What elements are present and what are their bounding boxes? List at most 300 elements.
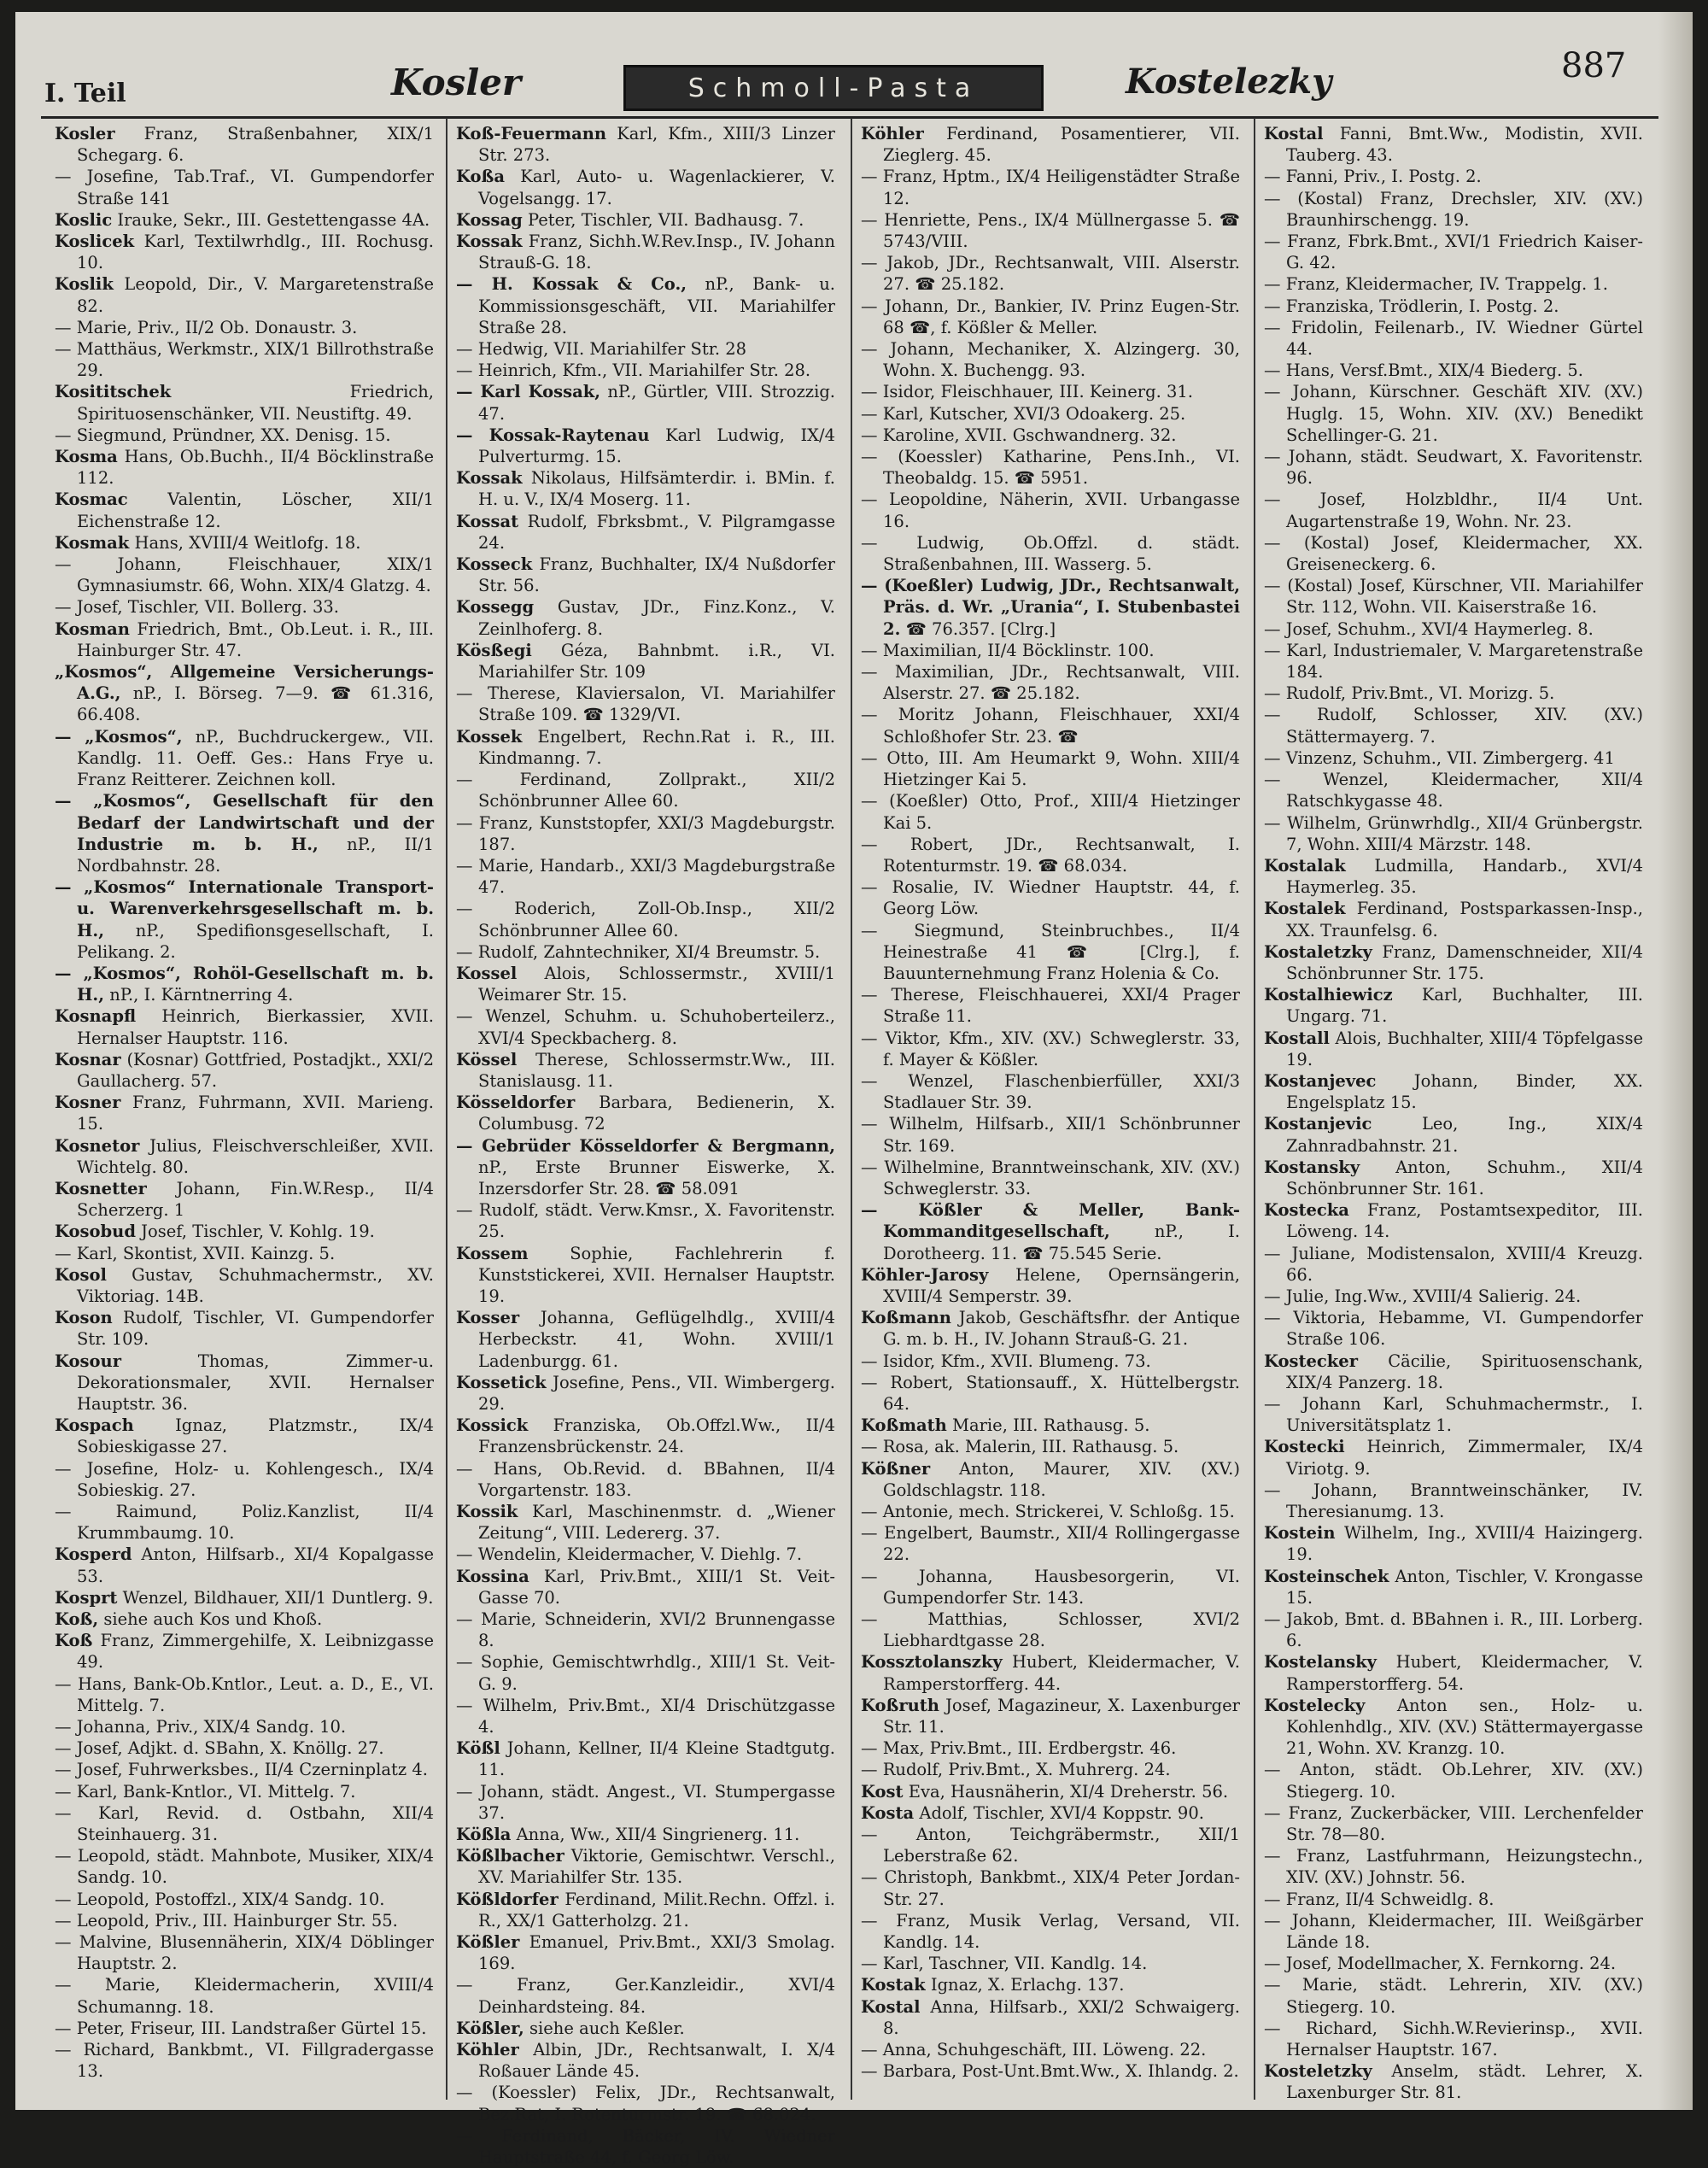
- directory-entry: [456, 1501, 835, 1544]
- entry-details: Franziska, Ob.Offzl.Ww., II/4 Franzensbrückenstr. 24.: [478, 1415, 835, 1457]
- entry-details: Johann, Fin.W.Resp., II/4 Scherzerg. 1: [77, 1178, 434, 1221]
- entry-details: Hans, XVIII/4 Weitlofg. 18.: [134, 532, 361, 553]
- directory-entry: [861, 403, 1240, 425]
- directory-entry: [861, 1264, 1240, 1307]
- entry-name: Kostal: [861, 1996, 921, 2017]
- entry-name: Kössel: [456, 1049, 518, 1069]
- directory-entry: [456, 231, 835, 273]
- entry-details: — Anna, Schuhgeschäft, III. Löweng. 22.: [861, 2040, 1207, 2060]
- entry-details: — Johann, Kleidermacher, III. Weißgärber Lände 18.: [1264, 1910, 1643, 1953]
- entry-details: — Juliane, Modistensalon, XVIII/4 Kreuzg. 66.: [1264, 1243, 1643, 1285]
- entry-details: — Wilhelm, Grünwrhdlg., XII/4 Grünbergstr. 7, Wohn. XIII/4 Märzstr. 148.: [1264, 812, 1643, 854]
- directory-entry: [861, 1781, 1240, 1802]
- directory-entry: [456, 898, 835, 940]
- directory-entry: [456, 1135, 835, 1200]
- entry-details: — Siegmund, Steinbruchbes., II/4 Heinestraße 41 ☎ [Clrg.], f. Bauunternehmung Franz Holenia & Co.: [861, 920, 1240, 983]
- entry-name: Koßruth: [861, 1695, 939, 1715]
- directory-entry: [55, 425, 434, 446]
- entry-details: Gustav, JDr., Finz.Konz., V. Zeinlhoferg. 8.: [478, 597, 835, 639]
- entry-details: — Roderich, Zoll-Ob.Insp., XII/2 Schönbrunner Allee 60.: [456, 899, 835, 940]
- directory-entry: [861, 1824, 1240, 1866]
- entry-name: Kosta: [861, 1802, 915, 1823]
- entry-details: nP., I. Kärntnerring 4.: [109, 985, 294, 1005]
- entry-name: Koß,: [55, 1609, 99, 1630]
- directory-entry: [55, 963, 434, 1005]
- entry-name: Kostanjevic: [1264, 1114, 1372, 1134]
- directory-entry: [1264, 1566, 1643, 1608]
- entry-details: — Julie, Ing.Ww., XVIII/4 Salierig. 24.: [1264, 1286, 1582, 1306]
- entry-details: — Leopoldine, Näherin, XVII. Urbangasse 16.: [861, 489, 1240, 531]
- entry-details: nP., Buchdruckergew., VII. Kandlg. 11. Oeff. Ges.: Hans Frye u. Franz Reitterer. Zeichnen koll.: [77, 726, 434, 790]
- entry-name: — (Koeßler) Ludwig, JDr., Rechtsanwalt, Präs. d. Wr. „Urania“, I. Stubenbastei 2.: [861, 576, 1240, 639]
- directory-entry: [55, 1049, 434, 1092]
- page-header: [15, 12, 1693, 106]
- directory-entry: [55, 1351, 434, 1415]
- directory-entry: [55, 338, 434, 381]
- entry-name: Kößler: [456, 1932, 520, 1953]
- directory-entry: [1264, 1028, 1643, 1070]
- entry-details: — Josefine, Tab.Traf., VI. Gumpendorfer Straße 141: [55, 167, 434, 208]
- entry-details: — Marie, Priv., II/2 Ob. Donaustr. 3.: [55, 317, 358, 337]
- directory-entry: [55, 1737, 434, 1759]
- directory-entry: [1264, 2018, 1643, 2060]
- directory-entry: [456, 1824, 835, 1845]
- entry-details: Karl, Buchhalter, III. Ungarg. 71.: [1286, 985, 1643, 1027]
- entry-name: Kospach: [55, 1415, 134, 1436]
- entry-details: — Karl, Taschner, VII. Kandlg. 14.: [861, 1954, 1148, 1974]
- directory-entry: [55, 1458, 434, 1501]
- entry-name: Koson: [55, 1308, 113, 1328]
- entry-details: — (Kostal) Josef, Kleidermacher, XX. Greiseneckerg. 6.: [1264, 532, 1643, 575]
- directory-entry: [861, 1566, 1240, 1608]
- entry-name: Kossina: [456, 1566, 529, 1586]
- directory-entry: [861, 1028, 1240, 1070]
- entry-name: Kostaletzky: [1264, 941, 1372, 962]
- entry-name: Kostak: [861, 1975, 926, 1995]
- entry-name: Kossem: [456, 1243, 529, 1263]
- directory-entry: [55, 876, 434, 963]
- directory-entry: [55, 726, 434, 791]
- entry-details: — Karoline, XVII. Gschwandnerg. 32.: [861, 425, 1177, 445]
- entry-name: Kostein: [1264, 1523, 1336, 1544]
- directory-entry: [55, 2018, 434, 2039]
- directory-entry: [861, 1996, 1240, 2039]
- entry-details: — Rosalie, IV. Wiedner Hauptstr. 44, f. Georg Löw.: [861, 877, 1240, 919]
- entry-name: Kossztolanszky: [861, 1652, 1003, 1673]
- directory-entry: [1264, 1286, 1643, 1307]
- entry-name: Kößler,: [456, 2018, 524, 2038]
- entry-details: — Rudolf, Priv.Bmt., VI. Morizg. 5.: [1264, 683, 1555, 704]
- entry-details: — Isidor, Kfm., XVII. Blumeng. 73.: [861, 1351, 1151, 1371]
- directory-entry: [456, 511, 835, 554]
- entry-details: Karl, Priv.Bmt., XIII/1 St. Veit-Gasse 70.: [478, 1566, 835, 1608]
- directory-entry: [861, 575, 1240, 640]
- entry-name: Kostalhiewicz: [1264, 985, 1393, 1005]
- directory-entry: [55, 166, 434, 208]
- entry-details: Ignaz, Platzmstr., IX/4 Sobieskigasse 27.: [77, 1415, 435, 1457]
- directory-entry: [861, 123, 1240, 166]
- directory-entry: [55, 596, 434, 618]
- directory-entry: [456, 1974, 835, 2017]
- directory-entry: [456, 338, 835, 360]
- entry-details: Franz, Postamtsexpeditor, III. Löweng. 14.: [1286, 1200, 1643, 1242]
- entry-name: Kosner: [55, 1093, 121, 1113]
- entry-details: Franz, Sichh.W.Rev.Insp., IV. Johann Strauß-G. 18.: [478, 231, 835, 273]
- entry-details: — Maximilian, JDr., Rechtsanwalt, VIII. Alserstr. 27. ☎ 25.182.: [861, 662, 1240, 704]
- entry-name: Kostelecky: [1264, 1695, 1366, 1715]
- entry-details: Therese, Schlossermstr.Ww., III. Stanislausg. 11.: [478, 1049, 836, 1091]
- entry-name: Kosnar: [55, 1049, 121, 1069]
- directory-entry: [861, 704, 1240, 747]
- entry-name: Kostal: [1264, 124, 1324, 144]
- entry-details: — Johanna, Priv., XIX/4 Sandg. 10.: [55, 1717, 347, 1737]
- page-edge-shadow: [1658, 12, 1693, 2110]
- entry-name: Kößla: [456, 1825, 512, 1845]
- directory-entry: [1264, 317, 1643, 360]
- entry-name: Kosler: [55, 124, 115, 144]
- entry-details: Marie, III. Rathausg. 5.: [952, 1415, 1150, 1436]
- entry-details: Peter, Tischler, VII. Badhausg. 7.: [527, 209, 804, 230]
- entry-name: Kosser: [456, 1308, 520, 1328]
- directory-entry: [861, 984, 1240, 1027]
- entry-details: — Franz, Fbrk.Bmt., XVI/1 Friedrich Kaiser-G. 42.: [1264, 231, 1643, 273]
- entry-details: Karl, Auto- u. Wagenlackierer, V. Vogelsangg. 17.: [478, 167, 835, 208]
- directory-entry: [1264, 618, 1643, 640]
- directory-entry: [861, 1113, 1240, 1156]
- entry-details: Hans, Ob.Buchh., II/4 Böcklinstraße 112.: [77, 447, 434, 489]
- entry-details: Hubert, Kleidermacher, V. Ramperstorfferg. 44.: [883, 1652, 1241, 1694]
- directory-entry: [1264, 1307, 1643, 1350]
- entry-details: Leopold, Dir., V. Margaretenstraße 82.: [77, 274, 434, 316]
- entry-details: Helene, Opernsängerin, XVIII/4 Semperstr. 39.: [883, 1264, 1240, 1306]
- directory-entry: [1264, 812, 1643, 855]
- directory-entry: [55, 1931, 434, 1974]
- entry-details: — Johann, Dr., Bankier, IV. Prinz Eugen-Str. 68 ☎, f. Kößler & Meller.: [861, 296, 1240, 337]
- entry-details: — Josef, Modellmacher, X. Fernkorng. 24.: [1264, 1954, 1617, 1974]
- entry-name: Kossick: [456, 1415, 529, 1436]
- directory-entry: [456, 683, 835, 725]
- directory-entry: [1264, 769, 1643, 812]
- directory-entry: [861, 532, 1240, 575]
- entry-details: — Franz, Musik Verlag, Versand, VII. Kandlg. 14.: [861, 1910, 1240, 1953]
- directory-entry: [861, 1458, 1240, 1501]
- entry-details: — Raimund, Poliz.Kanzlist, II/4 Krummbaumg. 10.: [55, 1502, 434, 1544]
- entry-details: — Wilhelmine, Branntweinschank, XIV. (XV.) Schweglerstr. 33.: [861, 1157, 1240, 1198]
- entry-details: nP., Spedifionsgesellschaft, I. Pelikang. 2.: [77, 920, 434, 962]
- directory-entry: [861, 1501, 1240, 1522]
- entry-name: Koslicek: [55, 231, 135, 252]
- entry-details: ☎ 76.357. [Clrg.]: [905, 618, 1056, 639]
- entry-details: — Moritz Johann, Fleischhauer, XXI/4 Schloßhofer Str. 23. ☎: [861, 705, 1240, 747]
- directory-entry: [55, 273, 434, 316]
- entry-name: Kößldorfer: [456, 1889, 559, 1909]
- column-divider: [851, 118, 852, 2100]
- header-rule: [41, 116, 1658, 119]
- entry-details: — Malvine, Blusennäherin, XIX/4 Döblinger Hauptstr. 2.: [55, 1932, 434, 1974]
- directory-entry: [1264, 231, 1643, 273]
- entry-details: — Karl, Kutscher, XVI/3 Odoakerg. 25.: [861, 403, 1186, 424]
- entry-details: — Rudolf, städt. Verw.Kmsr., X. Favoritenstr. 25.: [456, 1200, 835, 1242]
- entry-name: Köhler: [861, 124, 924, 144]
- directory-entry: [456, 1458, 835, 1501]
- entry-details: — Josefine, Holz- u. Kohlengesch., IX/4 Sobieskig. 27.: [55, 1458, 434, 1500]
- entry-details: — Otto, III. Am Heumarkt 9, Wohn. XIII/4 Hietzinger Kai 5.: [861, 747, 1240, 790]
- directory-entry: [456, 1889, 835, 1931]
- entry-name: Kößner: [861, 1458, 931, 1479]
- directory-entry: [1264, 446, 1643, 489]
- column-4: [1264, 123, 1644, 2103]
- entry-details: Franz, Damenschneider, XII/4 Schönbrunner Str. 175.: [1286, 941, 1643, 983]
- entry-name: Kosour: [55, 1351, 121, 1371]
- entry-details: — Karl, Skontist, XVII. Kainzg. 5.: [55, 1243, 336, 1263]
- entry-details: Anselm, städt. Lehrer, X. Laxenburger Str. 81.: [1286, 2061, 1643, 2103]
- entry-details: Ferdinand, Postsparkassen-Insp., XX. Traunfelsg. 6.: [1286, 899, 1643, 940]
- directory-entry: [456, 123, 835, 166]
- directory-entry: [1264, 1651, 1643, 1694]
- advertisement-banner: Schmoll-Pasta: [623, 65, 1044, 111]
- entry-details: — Fanni, Priv., I. Postg. 2.: [1264, 167, 1482, 187]
- directory-entry: [1264, 1157, 1643, 1199]
- directory-entry: [456, 1092, 835, 1134]
- entry-details: — Hedwig, VII. Mariahilfer Str. 28: [456, 339, 747, 360]
- entry-details: — Leopold, städt. Mahnbote, Musiker, XIX/4 Sandg. 10.: [55, 1846, 434, 1888]
- entry-details: Hubert, Kleidermacher, V. Ramperstorfferg. 54.: [1286, 1652, 1643, 1694]
- entry-details: — Viktoria, Hebamme, VI. Gumpendorfer Straße 106.: [1264, 1308, 1643, 1350]
- directory-entry: [456, 1737, 835, 1780]
- directory-entry: [55, 1544, 434, 1586]
- directory-entry: [1264, 1953, 1643, 1974]
- entry-details: — Wenzel, Kleidermacher, XII/4 Ratschkygasse 48.: [1264, 770, 1643, 812]
- part-label: I. Teil: [44, 79, 126, 108]
- entry-details: — Therese, Klaviersalon, VI. Mariahilfer Straße 109. ☎ 1329/VI.: [456, 683, 835, 725]
- directory-entry: [1264, 1393, 1643, 1436]
- directory-entry: [55, 1974, 434, 2017]
- entry-name: — H. Kossak & Co.,: [456, 274, 687, 295]
- entry-details: Franz, Buchhalter, IX/4 Nußdorfer Str. 56.: [478, 554, 836, 596]
- directory-entry: [55, 1092, 434, 1134]
- directory-entry: [55, 1910, 434, 1931]
- entry-details: Friedrich, Bmt., Ob.Leut. i. R., III. Hainburger Str. 47.: [77, 618, 435, 660]
- entry-details: Josef, Tischler, V. Kohlg. 19.: [141, 1222, 375, 1242]
- entry-details: — Johann, städt. Seudwart, X. Favoritenstr. 96.: [1264, 447, 1643, 489]
- entry-name: — „Kosmos“, Gesellschaft für den Bedarf der Landwirtschaft und der Industrie m. b. H.,: [55, 791, 434, 854]
- directory-entry: [456, 941, 835, 963]
- directory-entry: [456, 855, 835, 898]
- entry-name: Kösseldorfer: [456, 1093, 576, 1113]
- entry-details: — Franz, Ger.Kanzleidir., XVI/4 Deinhardsteing. 84.: [456, 1975, 835, 2017]
- entry-name: — Gebrüder Kösseldorfer & Bergmann,: [456, 1135, 835, 1156]
- entry-details: — Siegmund, Pründner, XX. Denisg. 15.: [55, 425, 391, 445]
- entry-details: — Karl, Industriemaler, V. Margaretenstraße 184.: [1264, 640, 1643, 683]
- directory-entry: [55, 231, 434, 273]
- directory-entry: [861, 1737, 1240, 1759]
- entry-name: Kost: [861, 1781, 904, 1802]
- entry-details: nP., I. Börseg. 7—9. ☎ 61.316, 66.408.: [77, 683, 434, 725]
- directory-entry: [55, 1759, 434, 1780]
- entry-details: Franz, Straßenbahner, XIX/1 Schegarg. 6.: [77, 124, 434, 166]
- directory-entry: [456, 1372, 835, 1415]
- entry-name: Kößlbacher: [456, 1846, 564, 1866]
- entry-details: — Anton, Teichgräbermstr., XII/1 Leberstraße 62.: [861, 1825, 1240, 1866]
- directory-entry: [861, 640, 1240, 661]
- directory-entry: [456, 467, 835, 510]
- entry-details: Heinrich, Bierkassier, XVII. Hernalser Hauptstr. 116.: [77, 1006, 434, 1048]
- entry-details: Ignaz, X. Erlachg. 137.: [930, 1975, 1125, 1995]
- entry-details: Albin, JDr., Rechtsanwalt, I. X/4 Roßauer Lände 45.: [478, 2040, 835, 2082]
- directory-entry: [861, 425, 1240, 446]
- entry-name: Kostanjevec: [1264, 1070, 1377, 1091]
- directory-entry: [456, 381, 835, 424]
- directory-entry: [456, 1845, 835, 1888]
- directory-entry: [861, 2039, 1240, 2060]
- directory-entry: [1264, 1910, 1643, 1953]
- directory-entry: [55, 446, 434, 489]
- entry-name: Kostansky: [1264, 1157, 1360, 1177]
- entry-details: Julius, Fleischverschleißer, XVII. Wichtelg. 80.: [77, 1135, 435, 1177]
- entry-details: — Hans, Bank-Ob.Kntlor., Leut. a. D., E., VI. Mittelg. 7.: [55, 1673, 434, 1715]
- entry-name: Kosperd: [55, 1544, 132, 1565]
- entry-name: — Kossak-Raytenau: [456, 425, 650, 445]
- entry-details: — Rudolf, Schlosser, XIV. (XV.) Stättermayerg. 7.: [1264, 705, 1643, 747]
- entry-details: Thomas, Zimmer-u. Dekorationsmaler, XVII. Hernalser Hauptstr. 36.: [77, 1351, 434, 1414]
- entry-details: — Johann, Mechaniker, X. Alzingerg. 30, Wohn. X. Buchengg. 93.: [861, 339, 1240, 381]
- directory-entry: [456, 640, 835, 683]
- directory-entry: [1264, 1243, 1643, 1286]
- entry-details: Wenzel, Bildhauer, XII/1 Duntlerg. 9.: [122, 1587, 434, 1608]
- directory-entry: [861, 166, 1240, 208]
- entry-details: — Franz, Lastfuhrmann, Heizungstechn., XIV. (XV.) Johnstr. 56.: [1264, 1846, 1643, 1888]
- entry-details: Karl, Kfm., XIII/3 Linzer Str. 273.: [478, 124, 835, 166]
- entry-name: Kossag: [456, 209, 523, 230]
- directory-entry: [55, 1673, 434, 1716]
- directory-entry: [861, 489, 1240, 531]
- entry-details: Josefine, Pens., VII. Wimbergerg. 29.: [478, 1372, 836, 1414]
- directory-entry: [456, 1695, 835, 1737]
- entry-details: — Marie, Schneiderin, XVI/2 Brunnengasse 8.: [456, 1609, 835, 1651]
- entry-details: Cäcilie, Spirituosenschank, XIX/4 Panzerg. 18.: [1286, 1351, 1643, 1392]
- entry-details: nP., Bank- u. Kommissionsgeschäft, VII. Mariahilfer Straße 28.: [478, 274, 835, 337]
- directory-entry: [456, 2039, 835, 2082]
- directory-entry: [55, 1781, 434, 1802]
- entry-details: Viktorie, Gemischtwr. Verschl., XV. Mariahilfer Str. 135.: [478, 1846, 836, 1888]
- entry-details: — Peter, Friseur, III. Landstraßer Gürtel 15.: [55, 2018, 427, 2038]
- entry-details: — Johann, Kürschner. Geschäft XIV. (XV.) Huglg. 15, Wohn. XIV. (XV.) Benedikt Schellinger-G. 21.: [1264, 382, 1643, 445]
- entry-details: Anton sen., Holz- u. Kohlenhdlg., XIV. (XV.) Stättermayergasse 21, Wohn. XV. Kranzg. 10.: [1286, 1695, 1643, 1759]
- directory-entry: [861, 1070, 1240, 1113]
- directory-entry: [1264, 1845, 1643, 1888]
- entry-details: Karl, Maschinenmstr. d. „Wiener Zeitung“, VIII. Ledererg. 37.: [478, 1502, 836, 1544]
- directory-entry: [861, 920, 1240, 985]
- directory-entry: [456, 769, 835, 812]
- entry-name: Koßmann: [861, 1308, 951, 1328]
- entry-name: Kosnapfl: [55, 1006, 137, 1027]
- directory-entry: [861, 252, 1240, 295]
- entry-details: — Wilhelm, Hilfsarb., XII/1 Schönbrunner Str. 169.: [861, 1114, 1240, 1156]
- entry-details: Rudolf, Fbrksbmt., V. Pilgramgasse 24.: [478, 511, 835, 553]
- directory-entry: [55, 532, 434, 554]
- directory-entry: [1264, 683, 1643, 704]
- directory-entry: [55, 381, 434, 424]
- directory-entry: [1264, 273, 1643, 295]
- directory-entry: [456, 209, 835, 231]
- entry-details: nP., Gürtler, VIII. Strozzig. 47.: [478, 382, 835, 424]
- directory-entry: [55, 1630, 434, 1673]
- directory-entry: [861, 661, 1240, 704]
- entry-details: — Ferdinand, Zollprakt., XII/2 Schönbrunner Allee 60.: [456, 770, 835, 812]
- directory-entry: [861, 1866, 1240, 1909]
- directory-entry: [456, 596, 835, 639]
- entry-name: Kostelansky: [1264, 1652, 1377, 1673]
- directory-entry: [456, 1544, 835, 1565]
- entry-details: Emanuel, Priv.Bmt., XXI/3 Smolag. 169.: [478, 1932, 836, 1974]
- entry-details: — Marie, Handarb., XXI/3 Magdeburgstraße 47.: [456, 855, 835, 898]
- directory-entry: [55, 317, 434, 338]
- directory-entry: [861, 1199, 1240, 1264]
- entry-details: Karl, Textilwrhdlg., III. Rochusg. 10.: [77, 231, 435, 273]
- entry-name: — Karl Kossak,: [456, 382, 601, 402]
- entry-details: Alois, Buchhalter, XIII/4 Töpfelgasse 19.: [1286, 1028, 1643, 1069]
- entry-name: Kossik: [456, 1502, 518, 1521]
- entry-details: Gustav, Schuhmachermstr., XV. Viktoriag. 14B.: [77, 1264, 435, 1306]
- directory-entry: [55, 1415, 434, 1457]
- directory-entry: [1264, 855, 1643, 898]
- entry-name: Kossel: [456, 963, 518, 983]
- directory-entry: [861, 1910, 1240, 1953]
- entry-details: Anton, Maurer, XIV. (XV.) Goldschlagstr. 118.: [883, 1458, 1240, 1500]
- entry-details: Rudolf, Tischler, VI. Gumpendorfer Str. 109.: [77, 1308, 434, 1350]
- directory-entry: [55, 1135, 434, 1178]
- directory-entry: [1264, 1436, 1643, 1479]
- entry-details: Nikolaus, Hilfsämterdir. i. BMin. f. H. u. V., IX/4 Moserg. 11.: [478, 468, 835, 510]
- entry-details: Heinrich, Zimmermaler, IX/4 Viriotg. 9.: [1286, 1437, 1643, 1479]
- entry-name: Kossetick: [456, 1372, 547, 1392]
- entry-details: — Anton, städt. Ob.Lehrer, XIV. (XV.) Stiegerg. 10.: [1264, 1760, 1643, 1802]
- directory-entry: [1264, 2060, 1643, 2103]
- directory-entry: [1264, 296, 1643, 317]
- entry-details: — Ludwig, Ob.Offzl. d. städt. Straßenbahnen, III. Wasserg. 5.: [861, 532, 1240, 575]
- entry-details: — Antonie, mech. Strickerei, V. Schloßg. 15.: [861, 1502, 1235, 1521]
- entry-details: — Maximilian, II/4 Böcklinstr. 100.: [861, 640, 1155, 660]
- entry-details: — Leopold, Priv., III. Hainburger Str. 55.: [55, 1910, 398, 1931]
- entry-details: Friedrich, Spirituosenschänker, VII. Neustiftg. 49.: [77, 382, 434, 424]
- directory-entry: [861, 876, 1240, 919]
- entry-name: Koslic: [55, 209, 113, 230]
- directory-entry: [861, 338, 1240, 381]
- entry-details: — Wenzel, Flaschenbierfüller, XXI/3 Stadlauer Str. 39.: [861, 1070, 1240, 1113]
- directory-entry: [55, 1845, 434, 1888]
- entry-details: Valentin, Löscher, XII/1 Eichenstraße 12.: [77, 489, 435, 531]
- directory-entry: [861, 1651, 1240, 1694]
- entry-details: — Josef, Fuhrwerksbes., II/4 Czerninplatz 4.: [55, 1760, 428, 1780]
- entry-details: — Richard, Bankbmt., VI. Fillgradergasse 13.: [55, 2040, 434, 2082]
- entry-details: Alois, Schlossermstr., XVIII/1 Weimarer Str. 15.: [478, 963, 835, 1005]
- entry-details: — (Koessler) Felix, JDr., Rechtsanwalt, Bez.Rat, I. Rotenturmstr. 19. ☎ 68.024.: [456, 2083, 835, 2124]
- entry-details: — Viktor, Kfm., XIV. (XV.) Schweglerstr. 33, f. Mayer & Kößler.: [861, 1028, 1240, 1069]
- directory-entry: [861, 834, 1240, 876]
- entry-name: Kostalak: [1264, 855, 1346, 876]
- directory-entry: [55, 554, 434, 596]
- entry-name: Kosobud: [55, 1222, 136, 1242]
- column-3: [861, 123, 1240, 2096]
- directory-entry: [1264, 532, 1643, 575]
- entry-name: Koßmath: [861, 1415, 947, 1436]
- directory-entry: [55, 1716, 434, 1737]
- directory-entry: [1264, 1351, 1643, 1393]
- entry-details: — Matthäus, Werkmstr., XIX/1 Billrothstraße 29.: [55, 339, 434, 381]
- entry-details: Engelbert, Rechn.Rat i. R., III. Kindmanng. 7.: [478, 726, 835, 768]
- entry-details: Franz, Fuhrmann, XVII. Marieng. 15.: [77, 1093, 434, 1134]
- entry-details: — Vinzenz, Schuhm., VII. Zimbergerg. 41: [1264, 747, 1615, 768]
